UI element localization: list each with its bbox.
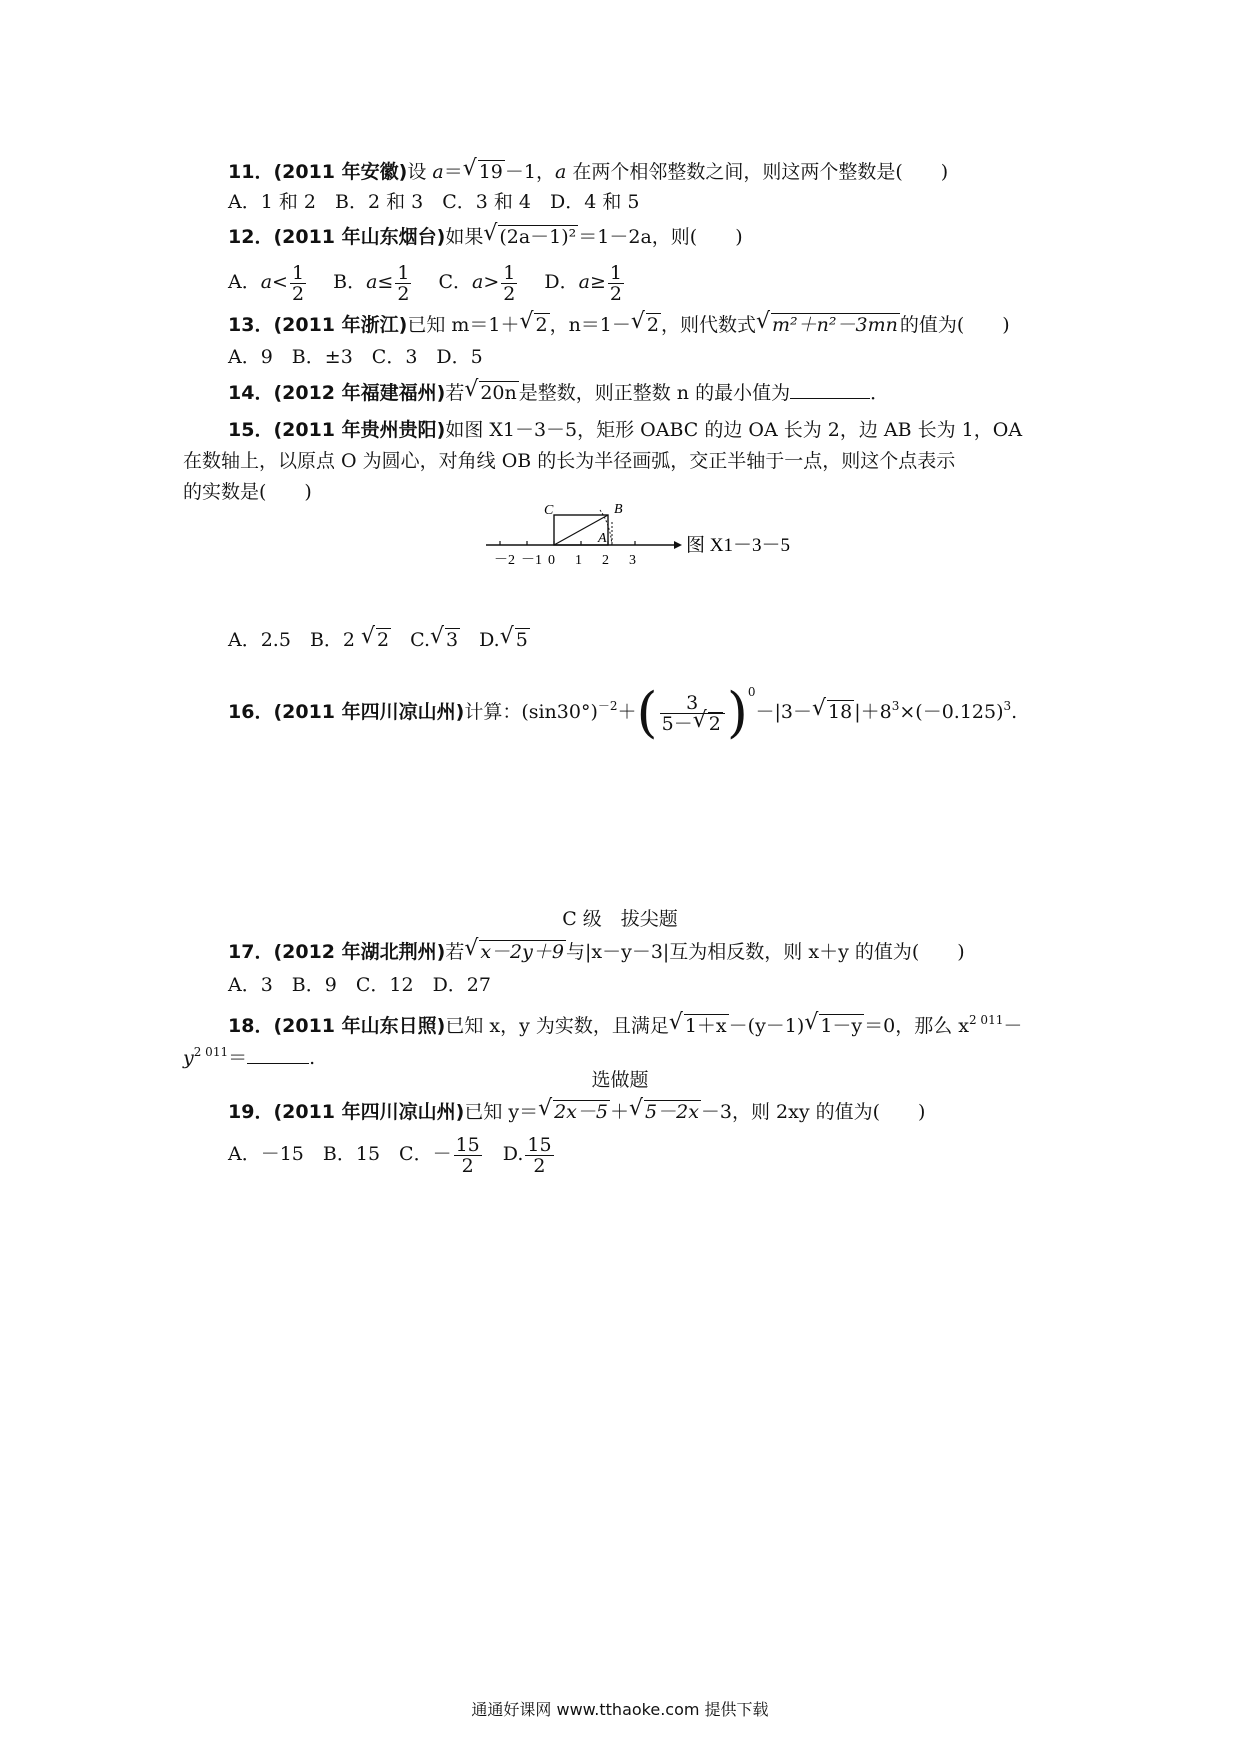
q12-opt-c-expr: a> bbox=[472, 271, 500, 293]
q16-exp4: 3 bbox=[1003, 699, 1012, 713]
label-a: A bbox=[598, 531, 607, 546]
q11-var2: a bbox=[554, 161, 567, 183]
q16-pow0: 0 bbox=[747, 685, 756, 699]
q12-opt-d-label: D． bbox=[544, 271, 579, 293]
q13-rest: 的值为( ) bbox=[899, 314, 1010, 336]
q12-opt-a-fraction: $\frac{1}{2}$ bbox=[291, 261, 305, 305]
q17-options: A．3 B．9 C．12 D．27 bbox=[228, 974, 491, 996]
q15-radical-c: √ 3 bbox=[432, 628, 460, 652]
tick-label: 2 bbox=[602, 553, 609, 568]
section-c-wrap bbox=[0, 907, 1240, 931]
question-11 bbox=[228, 160, 948, 184]
q18-y: y bbox=[183, 1047, 194, 1069]
q18-exp2: 2 011 bbox=[193, 1045, 229, 1059]
q15-radical-b: √ 2 bbox=[363, 628, 391, 652]
q16-plus: ＋ bbox=[617, 701, 637, 723]
q18-rest: ＝0，那么 x bbox=[864, 1015, 969, 1037]
q12-opt-b-label: B． bbox=[333, 271, 367, 293]
q18-radical-2: √ 1－y bbox=[806, 1014, 864, 1038]
section-c-heading: C 级 拔尖题 bbox=[562, 908, 678, 930]
q18-source: 18．(2011 年山东日照) bbox=[228, 1015, 446, 1037]
q12-opt-a-label: A． bbox=[228, 271, 261, 293]
question-15-line-1 bbox=[228, 418, 1022, 442]
q11-rest: 在两个相邻整数之间，则这两个整数是( ) bbox=[566, 161, 949, 183]
question-16 bbox=[228, 658, 1017, 747]
q13-lead: 已知 m＝1＋ bbox=[407, 314, 520, 336]
q17-source: 17．(2012 年湖北荆州) bbox=[228, 941, 446, 963]
footer-credit: 通通好课网 www.tthaoke.com 提供下载 bbox=[471, 1700, 769, 1719]
q19-opt-d-fraction: $\frac{15}{2}$ bbox=[527, 1133, 552, 1177]
question-17 bbox=[228, 940, 965, 964]
label-c: C bbox=[544, 503, 554, 518]
q15-source: 15．(2011 年贵州贵阳) bbox=[228, 419, 446, 441]
q14-lead: 若 bbox=[445, 382, 465, 404]
q19-lead: 已知 y＝ bbox=[464, 1101, 539, 1123]
q15-radical-d: √ 5 bbox=[502, 628, 530, 652]
q17-lead: 若 bbox=[445, 941, 465, 963]
q16-exp: －2 bbox=[597, 699, 618, 713]
q13-radical-2: √ 2 bbox=[633, 313, 661, 337]
q15-options bbox=[228, 628, 530, 652]
q14-answer-blank bbox=[790, 380, 870, 399]
q15-figure bbox=[486, 502, 816, 574]
q12-lead: 如果 bbox=[445, 226, 484, 248]
q18-eq: ＝ bbox=[228, 1047, 248, 1069]
q15-line1: 如图 X1－3－5，矩形 OABC 的边 OA 长为 2，边 AB 长为 1，OA bbox=[445, 419, 1023, 441]
q14-source: 14．(2012 年福建福州) bbox=[228, 382, 446, 404]
q16-fraction: $\frac{3}{5-√ 2}$ bbox=[660, 693, 725, 734]
q17-radical: √ x－2y＋9 bbox=[466, 940, 566, 964]
q14-radical: √ 20n bbox=[466, 381, 518, 405]
q18-tail: － bbox=[1003, 1015, 1023, 1037]
q16-radical: √ 18 bbox=[814, 678, 854, 746]
q18-exp1: 2 011 bbox=[968, 1013, 1004, 1027]
q12-opt-d-fraction: $\frac{1}{2}$ bbox=[609, 261, 622, 305]
q16-lead: 计算：(sin30°) bbox=[464, 701, 598, 723]
q13-source: 13．(2011 年浙江) bbox=[228, 314, 408, 336]
q18-lead: 已知 x，y 为实数，且满足 bbox=[445, 1015, 669, 1037]
question-19 bbox=[228, 1100, 925, 1124]
q13-options: A．9 B．±3 C．3 D．5 bbox=[228, 346, 483, 368]
q11-lead: 设 bbox=[407, 161, 433, 183]
q11-after: －1， bbox=[504, 161, 555, 183]
q12-source: 12．(2011 年山东烟台) bbox=[228, 226, 446, 248]
q16-paren-open: ( bbox=[636, 681, 658, 744]
q11-radicand: 19 bbox=[478, 161, 503, 183]
q12-opt-c-fraction: $\frac{1}{2}$ bbox=[503, 261, 516, 305]
q15-opt-c: C. bbox=[391, 629, 431, 651]
q12-opt-c-label: C． bbox=[438, 271, 473, 293]
q12-rest: ＝1－2a，则( ) bbox=[578, 226, 743, 248]
q16-rest2: ×(－0.125) bbox=[899, 701, 1004, 723]
q16-paren-close: ) bbox=[726, 681, 748, 744]
axis-arrow-icon bbox=[674, 541, 682, 549]
q15-opt-a-b: A．2.5 B．2 bbox=[228, 629, 362, 651]
question-13 bbox=[228, 313, 1010, 337]
q12-opt-a-expr: a< bbox=[260, 271, 288, 293]
q12-opt-b-fraction: $\frac{1}{2}$ bbox=[397, 261, 410, 305]
q16-source: 16．(2011 年四川凉山州) bbox=[228, 701, 465, 723]
q18-radical-1: √ 1＋x bbox=[671, 1014, 729, 1038]
q13-radical-3: √ m²＋n²－3mn bbox=[758, 313, 900, 337]
q16-rest: |＋8 bbox=[854, 701, 892, 723]
tick-label: －1 bbox=[521, 553, 542, 568]
label-b: B bbox=[614, 502, 623, 517]
question-18 bbox=[228, 1008, 1022, 1038]
q12-radical bbox=[485, 225, 578, 249]
q19-opt-d: D. bbox=[483, 1143, 524, 1165]
q12-radicand: (2a－1)² bbox=[499, 226, 577, 248]
q18-line2 bbox=[183, 1040, 315, 1070]
q11-options: A．1 和 2 B．2 和 3 C．3 和 4 D．4 和 5 bbox=[228, 191, 640, 213]
q19-opt-abc: A．－15 B．15 C．－ bbox=[228, 1143, 452, 1165]
q13-mid2: ，则代数式 bbox=[660, 314, 756, 336]
number-line-figure bbox=[486, 502, 816, 574]
tick-label: －2 bbox=[494, 553, 515, 568]
q11-source: 11．(2011 年安徽) bbox=[228, 161, 408, 183]
q13-radical-1: √ 2 bbox=[521, 313, 549, 337]
q15-line2: 在数轴上，以原点 O 为圆心，对角线 OB 的长为半径画弧，交正半轴于一点，则这个点表示 bbox=[183, 450, 956, 472]
q11-radical bbox=[465, 160, 505, 184]
q14-rest: 是整数，则正整数 n 的最小值为 bbox=[518, 382, 791, 404]
q19-radical-1: √ 2x－5 bbox=[540, 1100, 610, 1124]
q19-source: 19．(2011 年四川凉山州) bbox=[228, 1101, 465, 1123]
q11-eq: ＝ bbox=[443, 161, 463, 183]
q18-mid: －(y－1) bbox=[728, 1015, 805, 1037]
q19-plus: ＋ bbox=[610, 1101, 630, 1123]
q19-opt-c-fraction: $\frac{15}{2}$ bbox=[455, 1133, 480, 1177]
q19-radical-2: √ 5－2x bbox=[631, 1100, 701, 1124]
q15-opt-d: D. bbox=[460, 629, 500, 651]
q19-options bbox=[228, 1130, 556, 1178]
figure-caption: 图 X1－3－5 bbox=[686, 535, 790, 556]
q16-exp3: 3 bbox=[891, 699, 900, 713]
q16-end: . bbox=[1011, 701, 1018, 723]
q19-rest: －3，则 2xy 的值为( ) bbox=[700, 1101, 926, 1123]
q11-var: a bbox=[432, 161, 444, 183]
q13-mid: ，n＝1－ bbox=[549, 314, 631, 336]
q15-line3: 的实数是( ) bbox=[183, 481, 312, 503]
q14-end: ． bbox=[870, 382, 890, 404]
q12-options bbox=[228, 258, 626, 306]
tick-label: 3 bbox=[629, 553, 636, 568]
q12-opt-d-expr: a≥ bbox=[578, 271, 606, 293]
question-12 bbox=[228, 225, 743, 249]
tick-label: 0 bbox=[548, 553, 555, 568]
q17-rest: 与|x－y－3|互为相反数，则 x＋y 的值为( ) bbox=[565, 941, 965, 963]
q16-mid: －|3－ bbox=[755, 701, 813, 723]
q12-opt-b-expr: a≤ bbox=[366, 271, 394, 293]
tick-label: 1 bbox=[575, 553, 582, 568]
optional-wrap bbox=[0, 1068, 1240, 1092]
optional-heading: 选做题 bbox=[591, 1069, 649, 1091]
q18-answer-blank bbox=[247, 1045, 309, 1064]
question-14 bbox=[228, 380, 889, 405]
q18-end: . bbox=[309, 1047, 316, 1069]
